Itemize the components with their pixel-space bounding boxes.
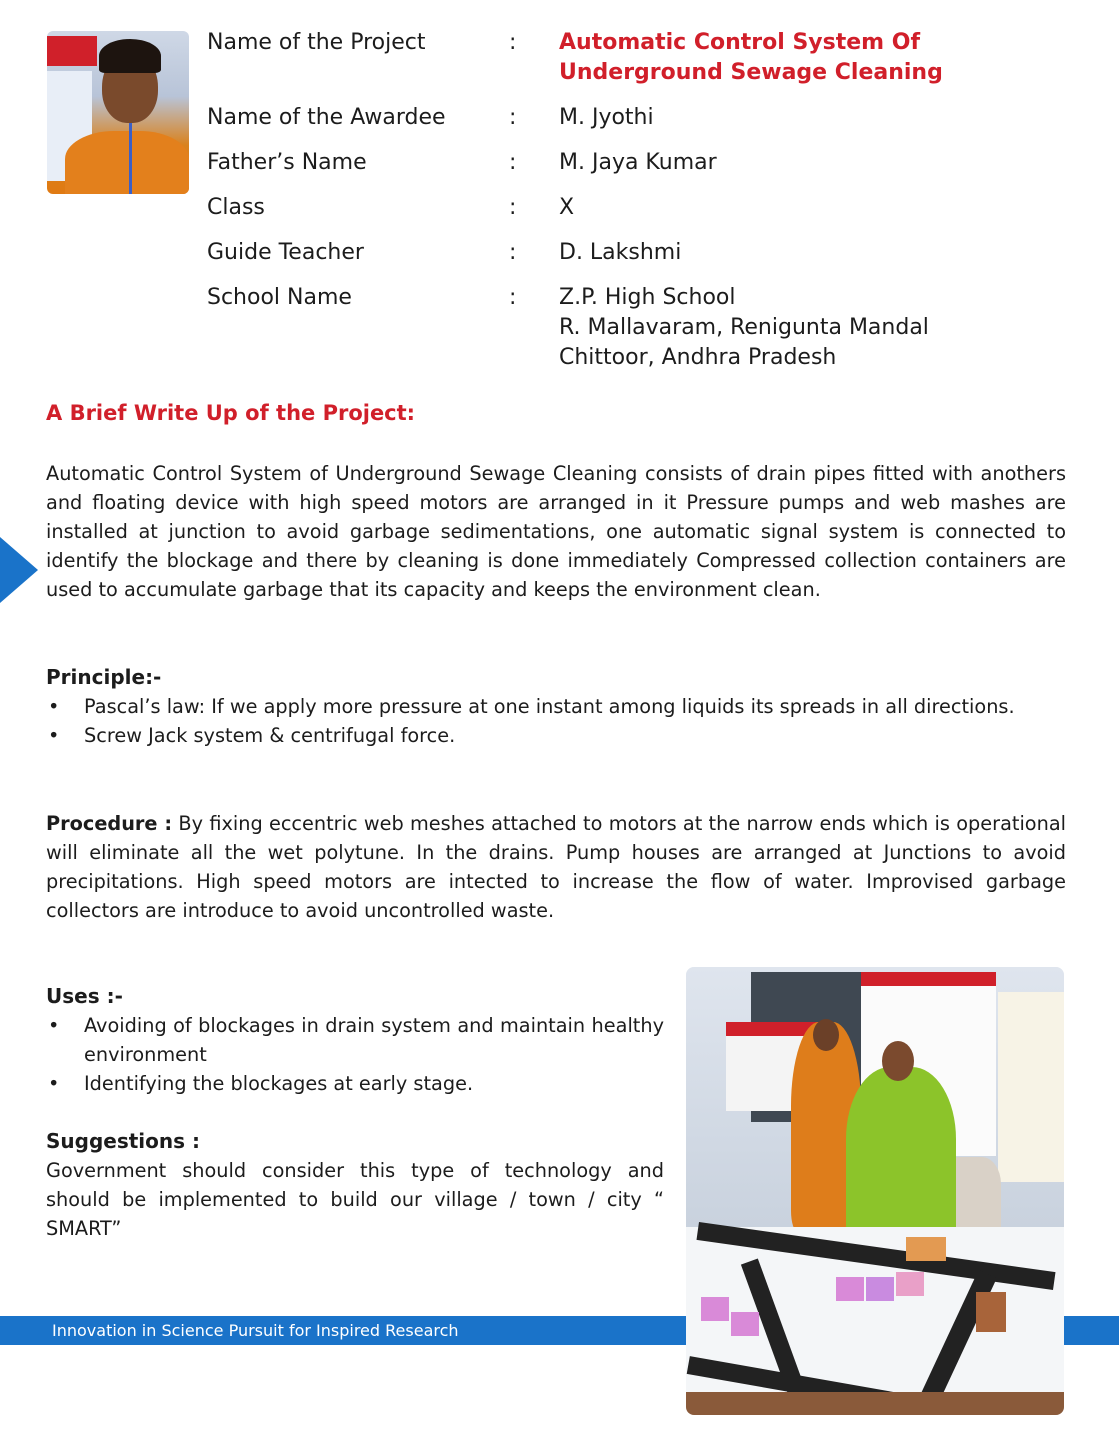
uses-item: • Identifying the blockages at early stage. (46, 1069, 664, 1098)
father-name: M. Jaya Kumar (559, 150, 717, 175)
photo-model-house (906, 1237, 946, 1261)
writeup-heading: A Brief Write Up of the Project: (46, 401, 416, 425)
photo-person-hair (99, 39, 161, 73)
photo-person-body (65, 131, 189, 194)
photo-table-edge (686, 1392, 1064, 1415)
info-label: Father’s Name (207, 150, 367, 175)
principle-item: • Pascal’s law: If we apply more pressure at one instant among liquids its spreads in all directions. (46, 692, 1066, 721)
guide-teacher-name: D. Lakshmi (559, 240, 682, 265)
uses-list (46, 1011, 664, 1098)
uses-suggestions-column (46, 982, 664, 1243)
principle-heading: Principle:- (46, 665, 162, 689)
school-address-line: Chittoor, Andhra Pradesh (559, 345, 837, 370)
photo-model-house (701, 1297, 729, 1321)
procedure-heading: Procedure : (46, 812, 173, 835)
info-colon: : (509, 105, 517, 130)
photo-model-truck (976, 1292, 1006, 1332)
photo-lanyard (129, 121, 132, 194)
school-address (559, 283, 929, 373)
class-value: X (559, 195, 575, 220)
photo-model-house (836, 1277, 864, 1301)
photo-poster (998, 992, 1064, 1182)
writeup-paragraph: Automatic Control System of Underground Sewage Cleaning consists of drain pipes fitted with anothers and floating device with high speed motors are arranged in it Pressure pumps and web mashes are installed at junction to avoid garbage sedimentations, one automatic signal system is connected to identify the blockage and there by cleaning is done immediately Compressed collection containers are used to accumulate garbage that its capacity and keeps the environment clean. (46, 462, 1066, 601)
info-colon: : (509, 195, 517, 220)
uses-heading: Uses :- (46, 984, 123, 1008)
info-colon: : (509, 240, 517, 265)
project-title (559, 28, 943, 88)
blue-arrow-icon (0, 537, 38, 603)
principle-list (46, 692, 1066, 750)
info-label: School Name (207, 285, 352, 310)
school-address-line: Z.P. High School (559, 285, 736, 310)
procedure-section (46, 809, 1066, 925)
suggestions-text: Government should consider this type of technology and should be implemented to build our village / town / city “ SMART” (46, 1159, 664, 1240)
exhibit-photo (686, 967, 1064, 1415)
uses-item: • Avoiding of blockages in drain system and maintain healthy environment (46, 1011, 664, 1069)
photo-teacher-head (882, 1041, 914, 1081)
info-colon: : (509, 150, 517, 175)
project-title-line: Underground Sewage Cleaning (559, 60, 943, 85)
suggestions-heading: Suggestions : (46, 1129, 201, 1153)
photo-model-house (866, 1277, 894, 1301)
info-label: Name of the Awardee (207, 105, 446, 130)
info-label: Class (207, 195, 265, 220)
awardee-name: M. Jyothi (559, 105, 654, 130)
school-address-line: R. Mallavaram, Renigunta Mandal (559, 315, 929, 340)
procedure-text: By fixing eccentric web meshes attached to motors at the narrow ends which is operational will eliminate all the wet polytune. In the drains. Pump houses are arranged at Junctions to avoid precipitations. High speed motors are intected to increase the flow of water. Improvised garbage collectors are introduce to avoid uncontrolled waste. (46, 812, 1066, 922)
footer-tagline: Innovation in Science Pursuit for Inspired Research (52, 1321, 459, 1340)
project-title-line: Automatic Control System Of (559, 30, 921, 55)
principle-section (46, 663, 1066, 750)
photo-student-head (813, 1019, 839, 1051)
photo-model-house (731, 1312, 759, 1336)
photo-banner-detail (47, 36, 97, 66)
info-label: Guide Teacher (207, 240, 364, 265)
info-colon: : (509, 30, 517, 55)
info-label: Name of the Project (207, 30, 426, 55)
photo-model-house (896, 1272, 924, 1296)
info-colon: : (509, 285, 517, 310)
awardee-portrait-photo (47, 31, 189, 194)
photo-teacher (846, 1067, 956, 1247)
principle-item: • Screw Jack system & centrifugal force. (46, 721, 1066, 750)
